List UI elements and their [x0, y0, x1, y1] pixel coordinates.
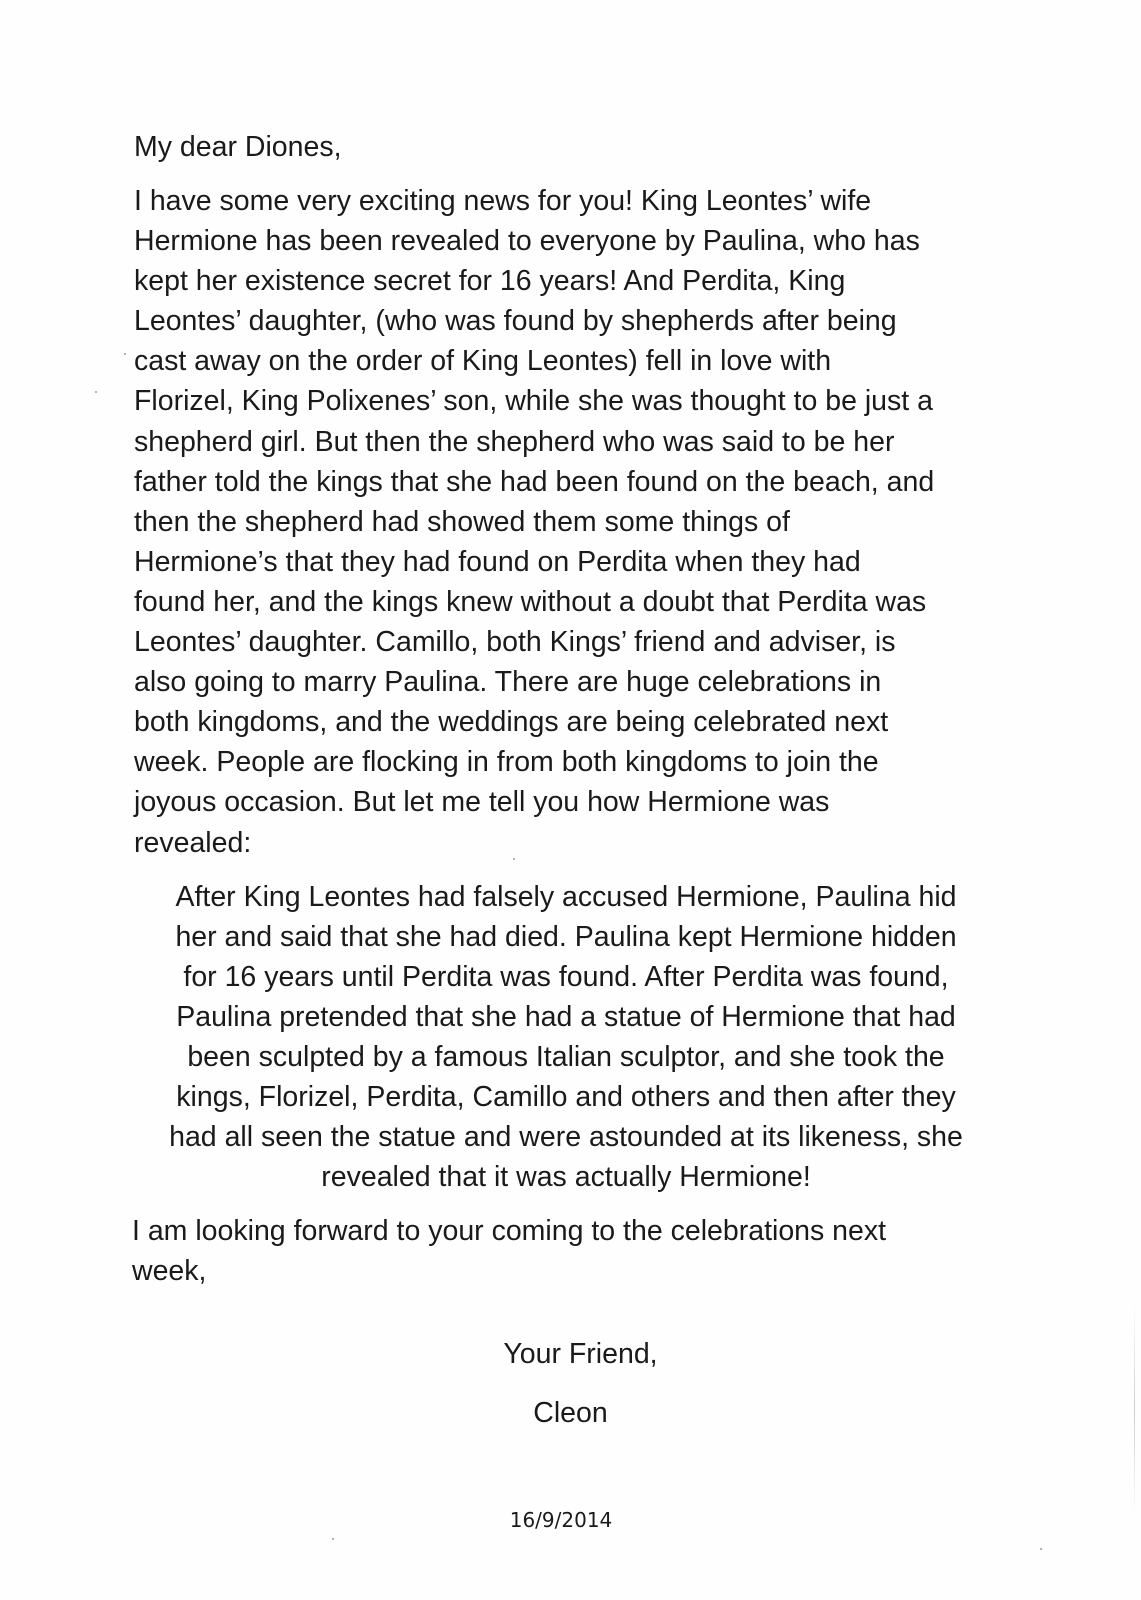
letter-date: 16/9/2014 — [509, 1508, 613, 1532]
letter-body — [134, 123, 994, 1291]
letter-main-paragraph: I have some very exciting news for you! King Leontes’ wife Hermione has been revealed to everyone by Paulina, who has kept her existence secret for 16 years! And Perdita, King Leontes’ daughter, (who was found by shepherds after being cast away on the order of King Leontes) fell in love with Florizel, King Polixenes’ son, while she was thought to be just a shepherd girl. But then the shepherd who was said to be her father told the kings that she had been found on the beach, and then the shepherd had showed them some things of Hermione’s that they had found on Perdita when they had found her, and the kings knew without a doubt that Perdita was Leontes’ daughter. Camillo, both Kings’ friend and adviser, is also going to marry Paulina. There are huge celebrations in both kingdoms, and the weddings are being celebrated next week. People are flocking in from both kingdoms to join the joyous occasion. But let me tell you how Hermione was revealed: — [134, 185, 935, 859]
paper-speck — [332, 1538, 334, 1540]
letter-greeting: My dear Diones, — [134, 131, 342, 163]
letter-signoff: Your Friend, — [503, 1338, 658, 1370]
paper-speck — [124, 353, 126, 355]
paper-speck — [95, 391, 97, 393]
letter-signature: Cleon — [533, 1397, 608, 1429]
letter-closing: I am looking forward to your coming to the celebrations next week, — [132, 1215, 887, 1288]
letter-story-paragraph: After King Leontes had falsely accused Hermione, Paulina hid her and said that she had died. Paulina kept Hermione hidden for 16 years until Perdita was found. After Perdita was found, Paulina pretended that she had a statue of Hermione that had been sculpted by a famous Italian sculptor, and she took the kings, Florizel, Perdita, Camillo and others and then after they had all seen the statue and were astounded at its likeness, she revealed that it was actually Hermione! — [169, 880, 963, 1194]
paper-speck — [1040, 1548, 1042, 1550]
